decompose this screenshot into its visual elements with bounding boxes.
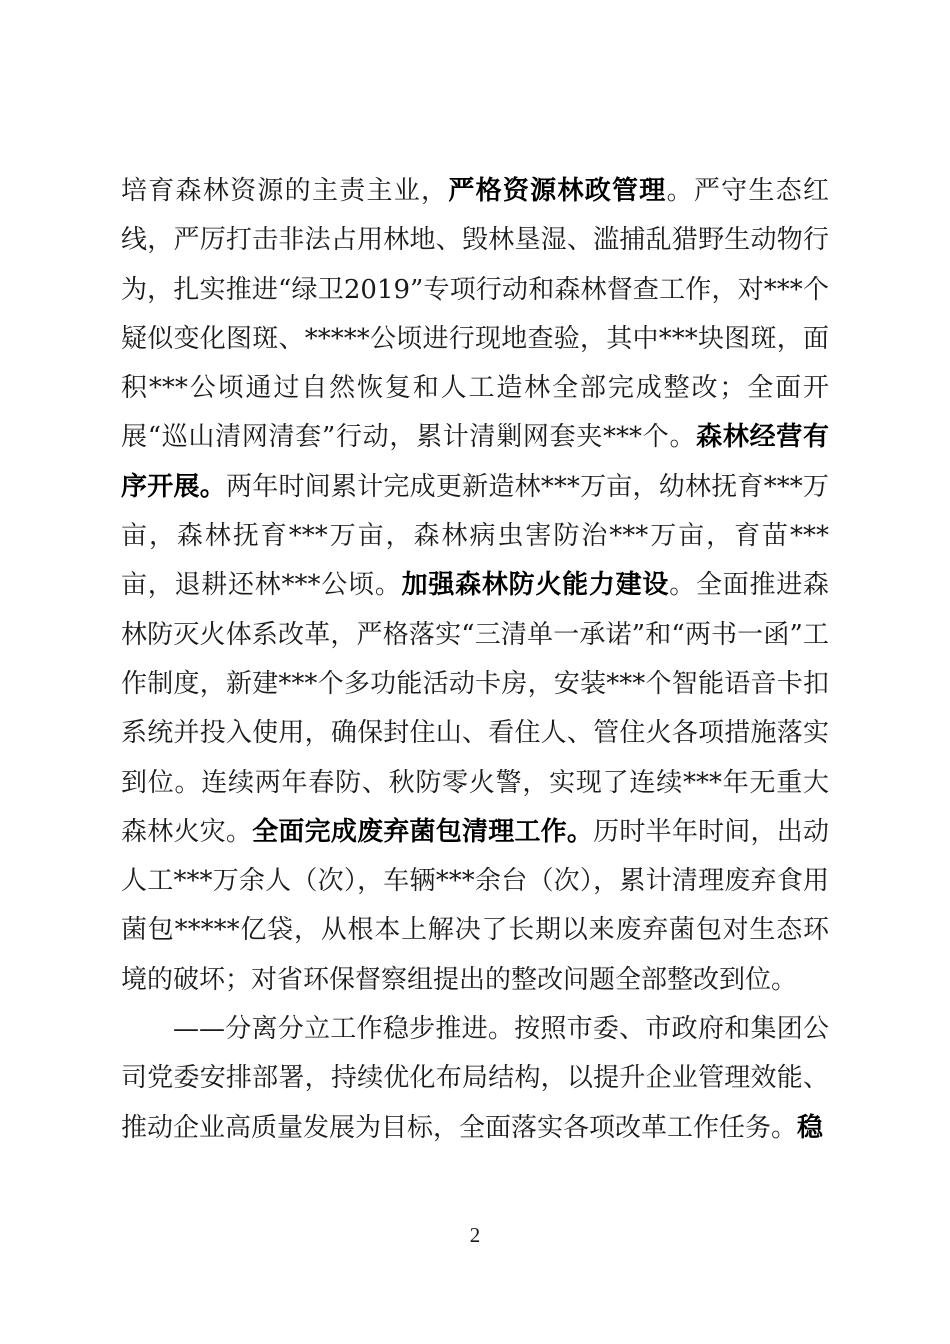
bold-heading-fire-prevention: 加强森林防火能力建设	[401, 570, 670, 601]
text-run: 培育森林资源的主责主业，	[121, 176, 449, 206]
bold-heading-continued: 稳	[797, 1112, 824, 1143]
bold-heading-resource-management: 严格资源林政管理	[448, 176, 667, 206]
text-run: 两年时间累计完成更新造林***万亩，幼林抚育***万亩，森林抚育***万亩，森林病虫害防治***万亩，育苗***亩，退耕还林***公顷。	[121, 471, 829, 601]
document-body	[121, 167, 829, 1153]
text-run: 。严守生态红线，严厉打击非法占用林地、毁林垦湿、滥捕乱猎野生动物行为，扎实推进“绿卫2019”专项行动和森林督查工作，对***个疑似变化图斑、*****公顷进行现地查验，其中***块图斑，面积***公顷通过自然恢复和人工造林全部完成整改；全面开展“巡山清网清套”行动，累计清剿网套夹***个。	[121, 176, 829, 453]
paragraph-separation-reform	[121, 1005, 829, 1153]
paragraph-forest-management	[121, 167, 829, 1005]
text-run: 。全面推进森林防灭火体系改革，严格落实“三清单一承诺”和“两书一函”工作制度，新建***个多功能活动卡房，安装***个智能语音卡扣系统并投入使用，确保封住山、看住人、管住火各项措施落实到位。连续两年春防、秋防零火警，实现了连续***年无重大森林火灾。	[121, 570, 829, 847]
bold-heading-forest-operation: 森林经营有序开展。	[121, 422, 829, 502]
bold-heading-waste-cleanup: 全面完成废弃菌包清理工作。	[252, 816, 594, 847]
text-run: 历时半年时间，出动人工***万余人（次），车辆***余台（次），累计清理废弃食用菌包*****亿袋，从根本上解决了长期以来废弃菌包对生态环境的破坏；对省环保督察组提出的整改问题全部整改到位。	[121, 816, 829, 995]
page-number: 2	[469, 1223, 481, 1247]
text-run: ——分离分立工作稳步推进。按照市委、市政府和集团公司党委安排部署，持续优化布局结构，以提升企业管理效能、推动企业高质量发展为目标，全面落实各项改革工作任务。	[121, 1014, 829, 1143]
